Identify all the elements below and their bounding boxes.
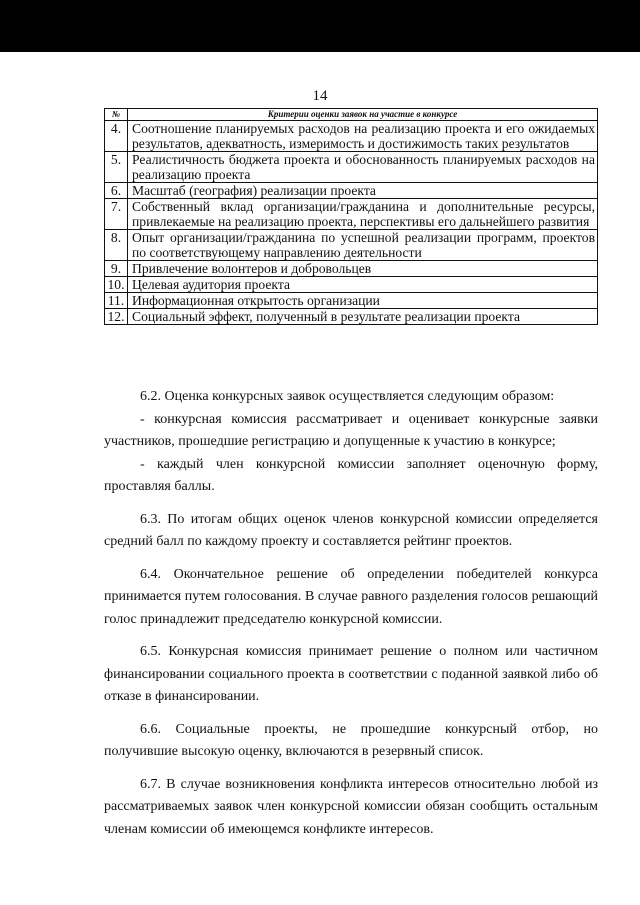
table-row (105, 183, 598, 199)
row-criterion: Соотношение планируемых расходов на реализацию проекта и его ожидаемых результатов, адекватность, измеримость и достижимость таких результатов (128, 121, 598, 152)
paragraph-6-7: 6.7. В случае возникновения конфликта интересов относительно любой из рассматриваемых заявок член конкурсной комиссии обязан сообщить остальным членам комиссии об имеющемся конфликте интересов. (104, 776, 598, 837)
row-number: 6. (105, 183, 128, 199)
page-number: 14 (312, 88, 328, 104)
row-number: 7. (105, 199, 128, 230)
row-number: 12. (105, 309, 128, 325)
row-number: 10. (105, 277, 128, 293)
row-number: 8. (105, 230, 128, 261)
table-row (105, 152, 598, 183)
table-row (105, 199, 598, 230)
row-criterion: Целевая аудитория проекта (128, 277, 598, 293)
scan-top-border (0, 0, 640, 52)
criteria-table (104, 108, 598, 325)
paragraph-6-4: 6.4. Окончательное решение об определении победителей конкурса принимается путем голосования. В случае равного разделения голосов решающий голос принадлежит председателю конкурсной комиссии. (104, 566, 598, 627)
table-row (105, 261, 598, 277)
row-number: 11. (105, 293, 128, 309)
table-row (105, 230, 598, 261)
table-row (105, 293, 598, 309)
row-criterion: Опыт организации/гражданина по успешной реализации программ, проектов по соответствующему направлению деятельности (128, 230, 598, 261)
table-row (105, 121, 598, 152)
table-header-row (105, 109, 598, 121)
table-row (105, 309, 598, 325)
paragraph-6-2-item-1: - конкурсная комиссия рассматривает и оценивает конкурсные заявки участников, прошедшие регистрацию и допущенные к участию в конкурсе; (104, 411, 598, 449)
column-header-number: № (105, 109, 128, 121)
row-number: 4. (105, 121, 128, 152)
row-criterion: Собственный вклад организации/гражданина и дополнительные ресурсы, привлекаемые на реализацию проекта, перспективы его дальнейшего развития (128, 199, 598, 230)
paragraph-6-2: 6.2. Оценка конкурсных заявок осуществляется следующим образом: (140, 389, 555, 404)
column-header-criteria: Критерии оценки заявок на участие в конкурсе (128, 109, 598, 121)
row-number: 9. (105, 261, 128, 277)
row-criterion: Информационная открытость организации (128, 293, 598, 309)
table-row (105, 277, 598, 293)
row-number: 5. (105, 152, 128, 183)
paragraph-6-2-item-2: - каждый член конкурсной комиссии заполняет оценочную форму, проставляя баллы. (104, 456, 598, 494)
paragraph-6-5: 6.5. Конкурсная комиссия принимает решение о полном или частичном финансировании социального проекта в соответствии с поданной заявкой либо об отказе в финансировании. (104, 644, 598, 704)
paragraph-6-6: 6.6. Социальные проекты, не прошедшие конкурсный отбор, но получившие высокую оценку, включаются в резервный список. (104, 721, 598, 759)
paragraph-6-3: 6.3. По итогам общих оценок членов конкурсной комиссии определяется средний балл по каждому проекту и составляется рейтинг проектов. (104, 511, 598, 549)
row-criterion: Привлечение волонтеров и добровольцев (128, 261, 598, 277)
body-text (104, 386, 598, 841)
row-criterion: Масштаб (география) реализации проекта (128, 183, 598, 199)
row-criterion: Реалистичность бюджета проекта и обоснованность планируемых расходов на реализацию проекта (128, 152, 598, 183)
row-criterion: Социальный эффект, полученный в результате реализации проекта (128, 309, 598, 325)
